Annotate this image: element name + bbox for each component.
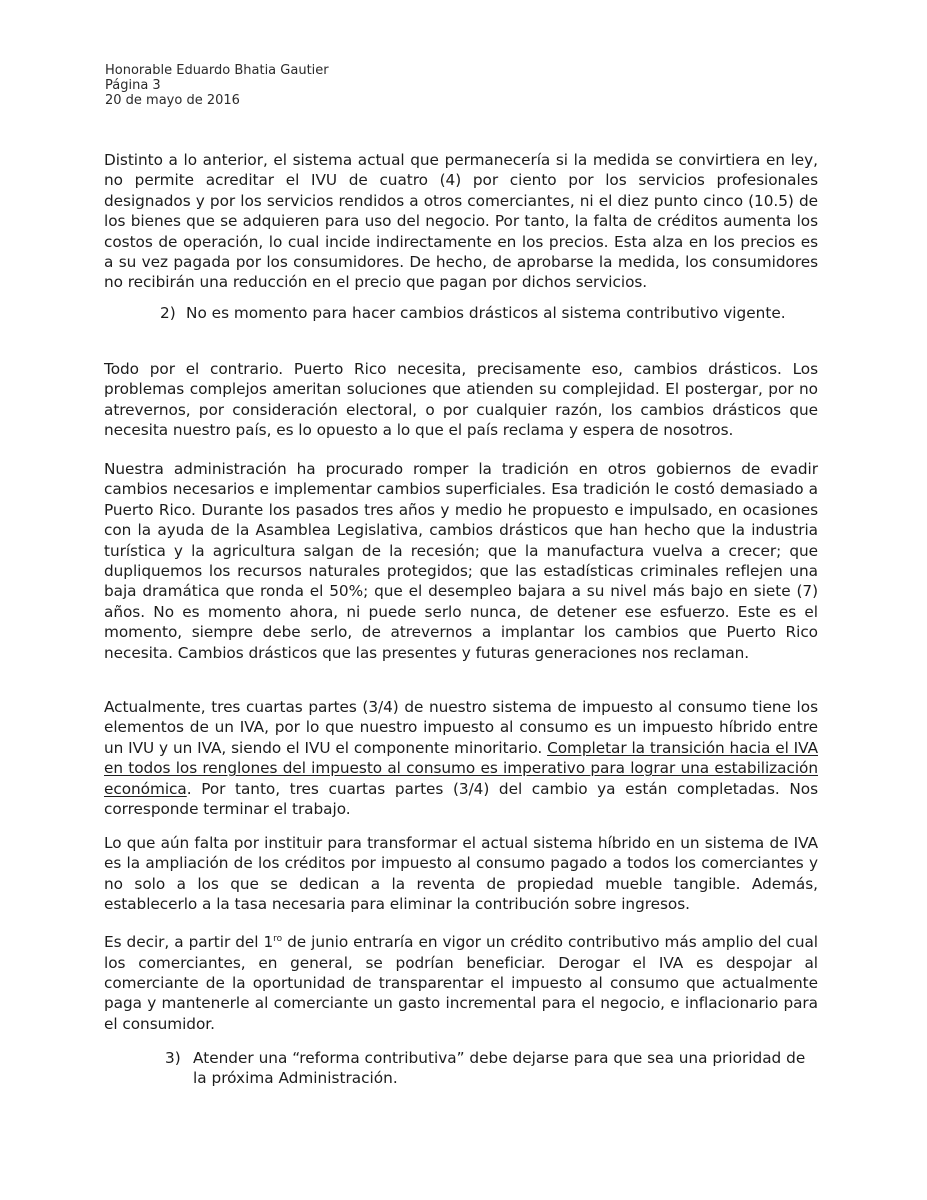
item-number: 2) — [160, 304, 176, 322]
paragraph-2: Todo por el contrario. Puerto Rico necesita, precisamente eso, cambios drásticos. Los problemas complejos ameritan soluciones que atienden su complejidad. El postergar, por no atrevernos, por consideración electoral, o por cualquier razón, los cambios drásticos que necesita nuestro país, es lo opuesto a lo que el país reclama y espera de nosotros. — [104, 360, 818, 440]
item-number: 3) — [165, 1049, 181, 1067]
paragraph-5: Lo que aún falta por instituir para transformar el actual sistema híbrido en un sistema de IVA es la ampliación de los créditos por impuesto al consumo pagado a todos los comerciantes y no solo a los que se dedican a la reventa de propiedad mueble tangible. Además, establecerlo a la tasa necesaria para eliminar la contribución sobre ingresos. — [104, 834, 818, 914]
paragraph-1: Distinto a lo anterior, el sistema actual que permanecería si la medida se convirtiera en ley, no permite acreditar el IVU de cuatro (4) por ciento por los servicios profesionales designados y por los servicios rendidos a otros comerciantes, ni el diez punto cinco (10.5) de los bienes que se adquieren para uso del negocio. Por tanto, la falta de créditos aumenta los costos de operación, lo cual incide indirectamente en los precios. Esta alza en los precios es a su vez pagada por los consumidores. De hecho, de aprobarse la medida, los consumidores no recibirán una reducción en el precio que pagan por dichos servicios. — [104, 151, 818, 292]
recipient-name: Honorable Eduardo Bhatia Gautier — [105, 63, 329, 78]
item-text: Atender una “reforma contributiva” debe dejarse para que sea una prioridad de la próxima Administración. — [193, 1049, 806, 1088]
paragraph-6-text-a: Es decir, a partir del 1 — [104, 933, 274, 952]
paragraph-4-text-b: . Por tanto, tres cuartas partes (3/4) del cambio ya están completadas. Nos corresponde terminar el trabajo. — [104, 779, 818, 819]
paragraph-6 — [104, 929, 818, 1034]
paragraph-4-text-a: Actualmente, tres cuartas partes (3/4) de nuestro sistema de impuesto al consumo tiene los elementos de un IVA, por lo que nuestro impuesto al consumo es un impuesto híbrido entre un IVU y un IVA, siendo el IVU el componente minoritario. — [104, 698, 818, 757]
ordinal-superscript: ro — [273, 934, 283, 944]
paragraph-4-underlined: Completar la transición hacia el IVA en todos los renglones del impuesto al consumo es imperativo para lograr una estabilización económica — [104, 738, 818, 798]
paragraph-3: Nuestra administración ha procurado romper la tradición en otros gobiernos de evadir cambios necesarios e implementar cambios superficiales. Esa tradición le costó demasiado a Puerto Rico. Durante los pasados tres años y medio he propuesto e impulsado, en ocasiones con la ayuda de la Asamblea Legislativa, cambios drásticos que han hecho que la industria turística y la agricultura salgan de la recesión; que la manufactura vuelva a crecer; que dupliquemos los recursos naturales protegidos; que las estadísticas criminales reflejen una baja dramática que ronda el 50%; que el desempleo bajara a su nivel más bajo en siete (7) años. No es momento ahora, ni puede serlo nunca, de detener ese esfuerzo. Este es el momento, siempre debe serlo, de atrevernos a implantar los cambios que Puerto Rico necesita. Cambios drásticos que las presentes y futuras generaciones nos reclaman. — [104, 460, 818, 662]
item-text: No es momento para hacer cambios drásticos al sistema contributivo vigente. — [186, 304, 786, 322]
letter-date: 20 de mayo de 2016 — [105, 93, 240, 108]
letter-header — [105, 63, 329, 108]
paragraph-4 — [104, 697, 818, 819]
paragraph-6-text-b: de junio entraría en vigor un crédito contributivo más amplio del cual los comerciantes, en general, se podrían beneficiar. Derogar el IVA es despojar al comerciante de la oportunidad de transparentar el impuesto al consumo que actualmente paga y mantenerle al comerciante un gasto incremental para el negocio, e inflacionario para el consumidor. — [104, 933, 818, 1033]
page-number: Página 3 — [105, 78, 161, 93]
